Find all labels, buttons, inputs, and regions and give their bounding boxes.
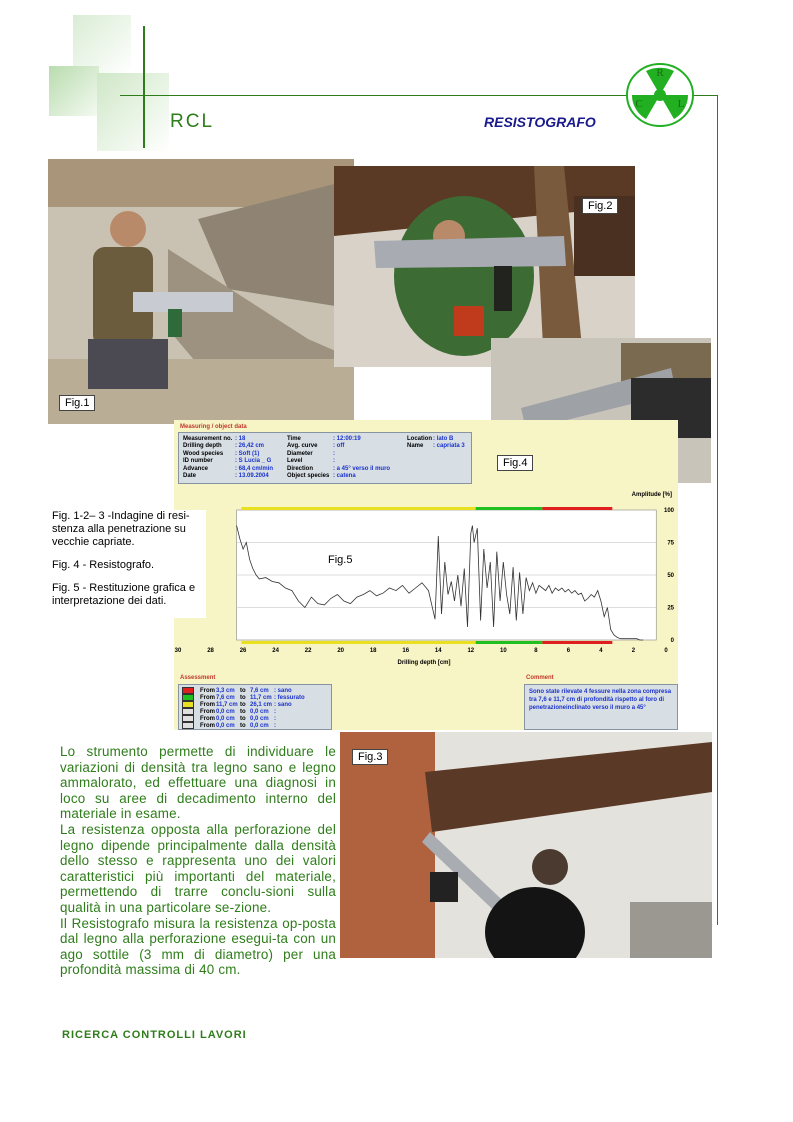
measuring-key: Wood species — [183, 450, 224, 457]
rcl-logo — [624, 61, 696, 129]
measuring-key: Direction — [287, 465, 314, 472]
fig2-label: Fig.2 — [582, 198, 618, 214]
chart-y-tick-label: 100 — [663, 508, 674, 514]
measuring-key: Time — [287, 436, 301, 442]
assessment-band — [241, 507, 475, 510]
assessment-band — [542, 641, 612, 644]
measuring-value: : off — [333, 443, 345, 450]
chart-x-tick-label: 8 — [534, 648, 538, 654]
chart-x-tick-label: 26 — [239, 648, 247, 654]
chart-x-tick-label: 4 — [599, 648, 603, 654]
measuring-row — [183, 473, 269, 479]
assessment-band — [476, 641, 543, 644]
measuring-key: Avg. curve — [287, 443, 318, 450]
assessment-cell: : sano — [274, 702, 292, 709]
chart-x-tick-label: 14 — [434, 648, 442, 654]
assessment-cell: : sano — [274, 688, 292, 695]
assessment-cell: to — [240, 688, 246, 695]
assessment-panel — [178, 684, 332, 730]
header-vertical-line — [143, 26, 145, 148]
chart-x-tick-label: 18 — [369, 648, 377, 654]
measuring-value: : — [333, 450, 335, 457]
comment-panel-title: Comment — [526, 675, 554, 681]
measuring-row — [287, 436, 361, 442]
measuring-key: Name — [407, 443, 424, 450]
measuring-row — [287, 443, 344, 449]
measuring-key: Date — [183, 473, 197, 479]
chart-y-axis-label: Amplitude [%] — [631, 492, 672, 498]
assessment-cell: to — [240, 709, 246, 716]
measuring-key: Object species — [287, 473, 330, 479]
assessment-cell: to — [240, 695, 246, 702]
decorative-square-2 — [49, 66, 99, 116]
svg-text:R: R — [656, 67, 664, 79]
assessment-cell: 0,0 cm — [250, 723, 269, 730]
measuring-value: : Soft (1) — [235, 450, 260, 457]
assessment-cell: : fessurato — [274, 695, 305, 702]
assessment-cell: 11,7 cm — [250, 695, 272, 702]
measuring-row — [407, 436, 453, 442]
assessment-row — [182, 722, 314, 729]
measuring-value: : 13.09.2004 — [235, 473, 269, 479]
photo-fig1 — [48, 159, 354, 424]
fig1-label: Fig.1 — [59, 395, 95, 411]
measuring-value: : 26,42 cm — [235, 443, 265, 450]
measuring-value: : a 45° verso il muro — [333, 465, 391, 472]
measuring-row — [183, 466, 273, 472]
chart-y-tick-label: 25 — [667, 605, 674, 612]
photo-fig3 — [340, 732, 712, 958]
assessment-cell: 0,0 cm — [250, 716, 269, 723]
document-title: RESISTOGRAFO — [484, 114, 596, 130]
chart-y-tick-label: 75 — [667, 540, 674, 547]
measuring-key: Location — [407, 436, 432, 442]
assessment-band — [241, 641, 475, 644]
footer-tagline: RICERCA CONTROLLI LAVORI — [62, 1029, 247, 1041]
measuring-panel — [178, 432, 472, 484]
fig5-label: Fig.5 — [328, 554, 353, 566]
fig3-label: Fig.3 — [352, 749, 388, 765]
assessment-cell: From — [200, 695, 215, 702]
body-paragraph-3: Il Resistografo misura la resistenza op-posta dal legno alla perforazione esegui-ta con un ago sottile (3 mm di diametro) per una profondità massima di 40 cm. — [60, 915, 336, 978]
measuring-row — [183, 443, 264, 449]
measuring-key: Drilling depth — [183, 443, 222, 450]
caption-fig123: Fig. 1-2– 3 -Indagine di resi-stenza alla penetrazione su vecchie capriate. — [52, 510, 190, 548]
assessment-band — [476, 507, 543, 510]
body-text — [60, 744, 336, 978]
body-paragraph-2: La resistenza opposta alla perforazione del legno dipende principalmente dalla densità dello stesso e rappresenta uno dei valori caratteristici più importanti del materiale, permettendo di trarre conclu-sioni sulla qualità in una particolare se-zione. — [60, 821, 336, 915]
amplitude-chart — [174, 488, 678, 668]
assessment-cell: : — [274, 709, 276, 716]
chart-x-axis-label: Drilling depth [cm] — [397, 660, 451, 666]
resistograph-chart — [174, 420, 678, 730]
chart-x-tick-label: 10 — [499, 648, 507, 654]
measuring-value: : lato B — [433, 436, 454, 442]
chart-x-tick-label: 28 — [207, 648, 214, 654]
decorative-square-1 — [73, 15, 131, 73]
chart-x-tick-label: 2 — [631, 648, 636, 654]
assessment-band — [542, 507, 612, 510]
assessment-color-swatch — [182, 694, 194, 701]
measuring-row — [183, 436, 245, 442]
assessment-cell: : — [274, 723, 276, 730]
measuring-row — [287, 451, 335, 457]
chart-x-tick-label: 24 — [272, 648, 279, 654]
chart-y-tick-label: 0 — [670, 638, 674, 644]
assessment-color-swatch — [182, 701, 194, 708]
chart-x-tick-label: 12 — [467, 648, 475, 654]
chart-x-tick-label: 20 — [337, 648, 345, 654]
assessment-cell: 3,3 cm — [216, 688, 235, 695]
comment-text: Sono state rilevate 4 fessure nella zona compresa tra 7,6 e 11,7 cm di profondità rispetto al foro di penetrazioneinclinato verso il muro a 45° — [529, 689, 672, 711]
body-paragraph-1: Lo strumento permette di individuare le variazioni di densità tra legno sano e legno ammalorato, ed effettuare una diagnosi in loco su aree di decadimento interno del materiale in esame. — [60, 744, 336, 822]
measuring-value: : 18 — [235, 436, 246, 442]
measuring-panel-title: Measuring / object data — [180, 424, 247, 430]
measuring-row — [287, 458, 335, 464]
assessment-cell: to — [240, 723, 246, 730]
assessment-cell: From — [200, 688, 215, 695]
fig4-label: Fig.4 — [497, 455, 533, 471]
assessment-cell: 7,6 cm — [216, 695, 235, 702]
assessment-color-swatch — [182, 708, 194, 715]
assessment-color-swatch — [182, 687, 194, 694]
caption-fig4: Fig. 4 - Resistografo. — [52, 559, 155, 571]
assessment-color-swatch — [182, 722, 194, 729]
measuring-key: Diameter — [287, 450, 313, 457]
measuring-row — [407, 443, 465, 449]
assessment-cell: 0,0 cm — [216, 723, 235, 730]
assessment-color-swatch — [182, 715, 194, 722]
chart-y-tick-label: 50 — [667, 573, 674, 579]
comment-panel — [524, 684, 678, 730]
chart-x-tick-label: 0 — [664, 648, 668, 654]
assessment-cell: 0,0 cm — [250, 709, 269, 716]
assessment-cell: to — [240, 702, 246, 709]
svg-text:C: C — [635, 98, 643, 110]
assessment-cell: 0,0 cm — [216, 709, 235, 716]
measuring-row — [183, 458, 271, 464]
assessment-cell: 26,1 cm — [250, 702, 273, 709]
measuring-key: Level — [287, 458, 303, 465]
caption-fig5: Fig. 5 - Restituzione grafica e interpretazione dei dati. — [52, 582, 196, 607]
assessment-panel-title: Assessment — [180, 675, 216, 681]
measuring-value: : 68,4 cm/min — [235, 465, 274, 472]
measuring-value: : — [333, 458, 335, 465]
measuring-value: : capriata 3 — [433, 443, 465, 450]
measuring-key: Measurement no. — [183, 436, 233, 442]
measuring-row — [183, 451, 259, 457]
assessment-cell: From — [200, 723, 215, 730]
measuring-value: : catena — [333, 473, 356, 479]
measuring-key: Advance — [183, 465, 209, 472]
company-name: RCL — [170, 111, 215, 132]
measuring-key: ID number — [183, 458, 213, 465]
chart-x-tick-label: 16 — [402, 648, 410, 654]
assessment-cell: to — [240, 716, 246, 723]
right-border-line — [717, 95, 718, 925]
photo-fig2 — [334, 166, 635, 367]
figure-captions — [52, 510, 206, 618]
decorative-square-3 — [97, 73, 169, 151]
assessment-cell: : — [274, 716, 276, 723]
assessment-cell: 7,6 cm — [250, 688, 269, 695]
chart-x-tick-label: 30 — [174, 648, 182, 654]
svg-text:L: L — [677, 98, 685, 110]
chart-x-tick-label: 22 — [304, 648, 312, 654]
measuring-value: : 12:00:19 — [333, 436, 361, 442]
assessment-cell: 11,7 cm — [216, 702, 238, 709]
assessment-cell: From — [200, 702, 215, 709]
chart-x-tick-label: 6 — [566, 648, 571, 654]
measuring-row — [287, 473, 356, 479]
measuring-row — [287, 466, 390, 472]
assessment-cell: From — [200, 716, 215, 723]
assessment-cell: 0,0 cm — [216, 716, 235, 723]
measuring-value: : S Lucia _ G — [235, 458, 272, 465]
assessment-cell: From — [200, 709, 215, 716]
